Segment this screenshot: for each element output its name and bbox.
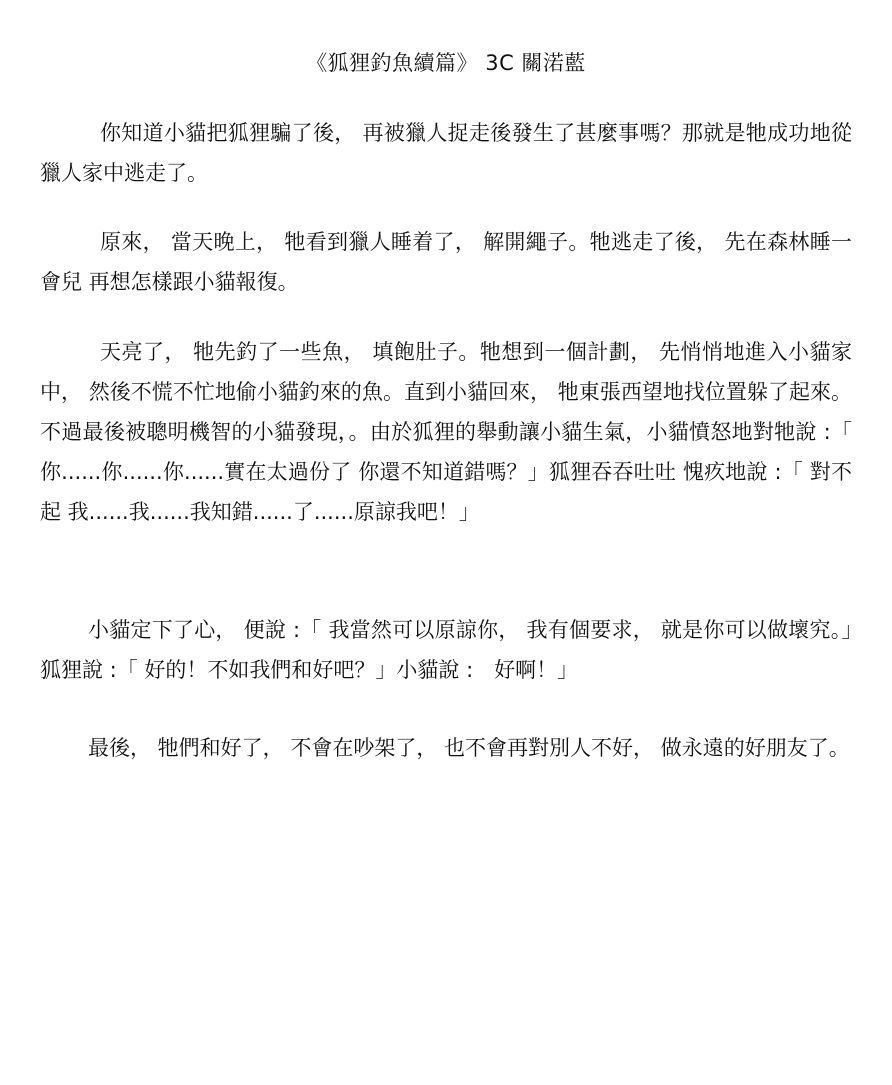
paragraph-5: 最後， 牠們和好了， 不會在吵架了， 也不會再對別人不好， 做永遠的好朋友了。: [88, 736, 850, 760]
paragraph-4: 小貓定下了心， 便說 :「 我當然可以原諒你， 我有個要求， 就是你可以做壞究。」狐狸說 :「 好的！不如我們和好吧？」小貓說 : 好啊！」: [40, 618, 852, 682]
paragraph-3: 天亮了， 牠先釣了一些魚， 填飽肚子。牠想到一個計劃， 先悄悄地進入小貓家中， 然後不慌不忙地偷小貓釣來的魚。直到小貓回來， 牠東張西望地找位置躲了起來。不過最後被聰明機智的小貓發現，。由於狐狸的舉動讓小貓生氣，小貓憤怒地對牠說 :「 你......你......你......實在太過份了 你還不知道錯嗎？」狐狸吞吞吐吐 愧疚地說 :「 對不起 我......我......我知錯......了......原諒我吧！」: [40, 340, 852, 524]
document-title: 《狐狸釣魚續篇》 3C 關渃藍: [306, 51, 586, 75]
paragraph-2: 原來， 當天晚上， 牠看到獵人睡着了， 解開繩子。牠逃走了後， 先在森林睡一會兒 再想怎樣跟小貓報復。: [40, 230, 852, 294]
paragraph-1: 你知道小貓把狐狸騙了後， 再被獵人捉走後發生了甚麼事嗎？那就是牠成功地從獵人家中逃走了。: [40, 121, 852, 185]
